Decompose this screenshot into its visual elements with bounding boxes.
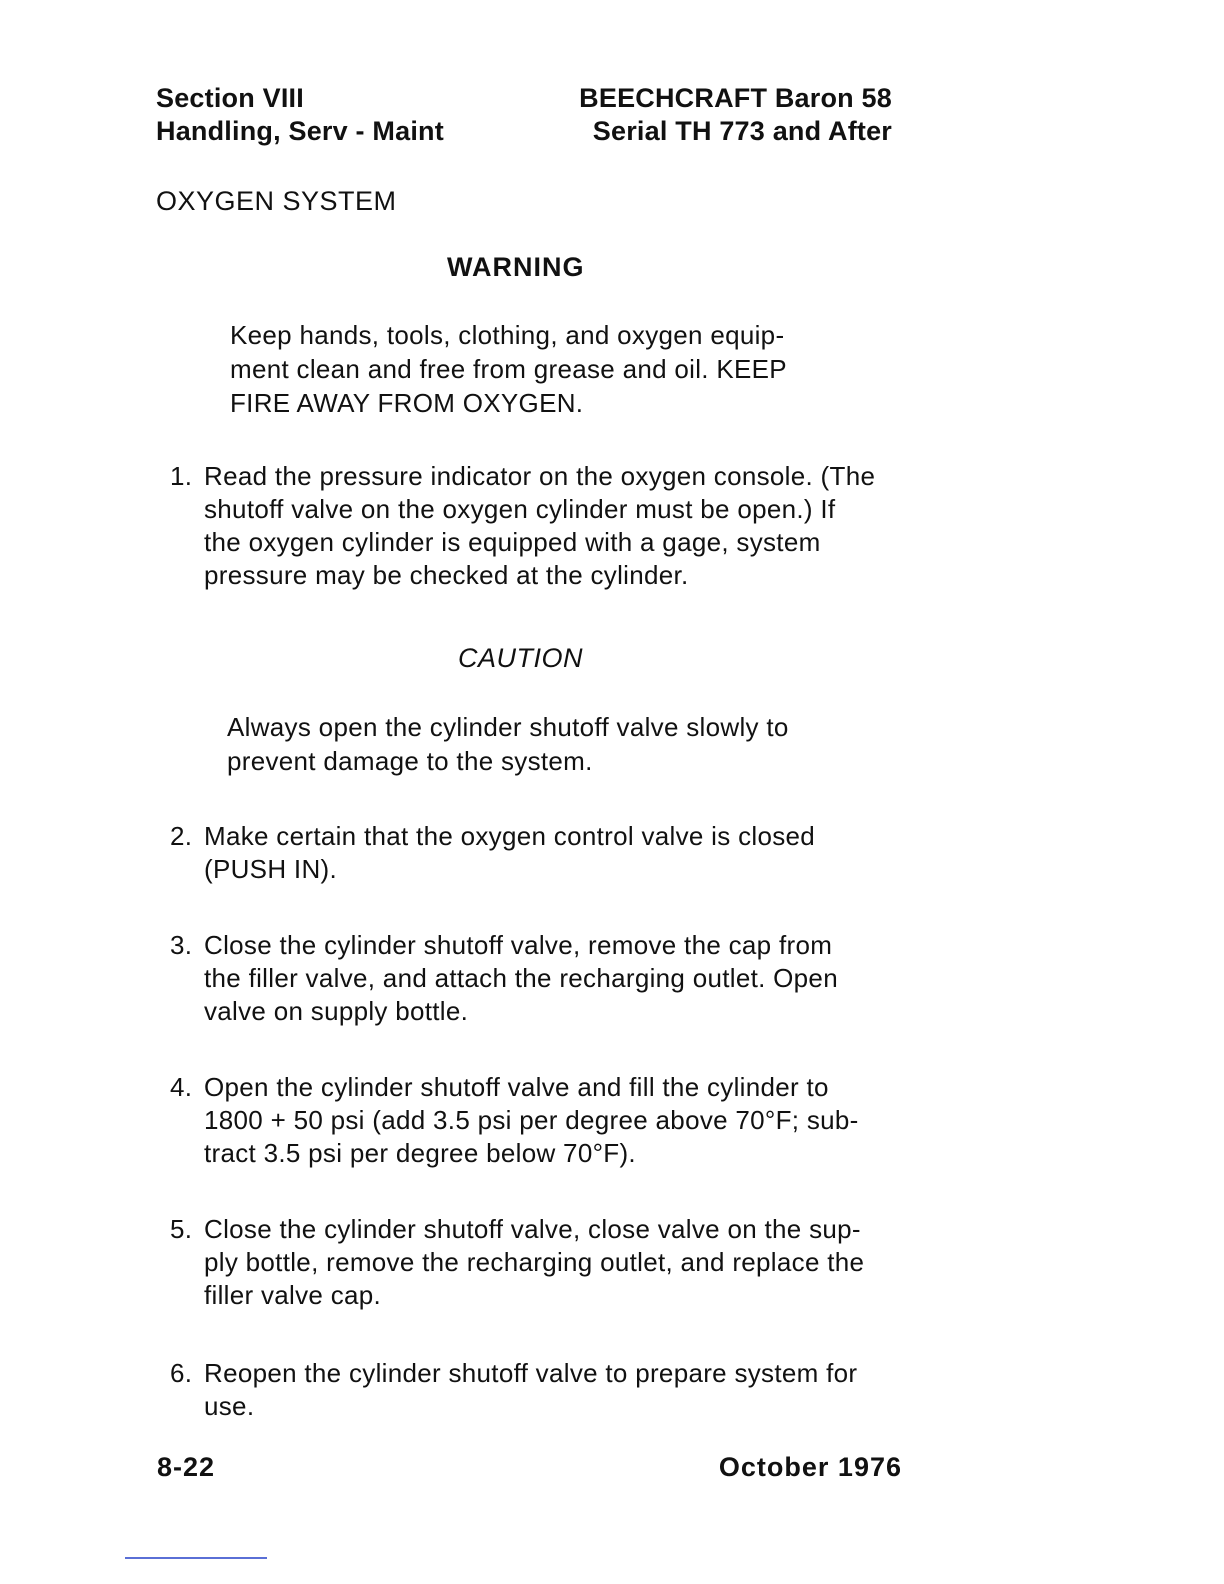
step-line: Close the cylinder shutoff valve, remove the cap from [204, 930, 833, 960]
step-line: the oxygen cylinder is equipped with a gage, system [204, 527, 821, 557]
warning-line: FIRE AWAY FROM OXYGEN. [230, 388, 584, 418]
step-line: tract 3.5 psi per degree below 70°F). [204, 1138, 636, 1168]
revision-date: October 1976 [718, 1452, 902, 1482]
page-number: 8-22 [157, 1452, 216, 1482]
step-line: Make certain that the oxygen control valve is closed [204, 821, 816, 851]
step-number: 1. [170, 461, 193, 491]
step-text [204, 929, 894, 1028]
step-text [204, 1213, 894, 1312]
warning-text [230, 318, 840, 420]
step-line: Reopen the cylinder shutoff valve to prepare system for [204, 1358, 858, 1388]
step-line: pressure may be checked at the cylinder. [204, 560, 689, 590]
caution-line: prevent damage to the system. [227, 746, 593, 776]
header-section-info [156, 82, 556, 148]
warning-line: ment clean and free from grease and oil. KEEP [230, 354, 787, 384]
step-line: (PUSH IN). [204, 854, 337, 884]
bottom-divider [125, 1557, 267, 1559]
step-text [204, 460, 894, 592]
warning-line: Keep hands, tools, clothing, and oxygen equip- [230, 320, 785, 350]
step-number: 6. [170, 1358, 193, 1388]
step-text [204, 1357, 894, 1423]
step-line: ply bottle, remove the recharging outlet, and replace the [204, 1247, 865, 1277]
step-line: filler valve cap. [204, 1280, 382, 1310]
step-number: 4. [170, 1072, 193, 1102]
section-title: OXYGEN SYSTEM [156, 186, 397, 216]
header-serial-range: Serial TH 773 and After [592, 116, 892, 146]
step-number: 3. [170, 930, 193, 960]
step-line: 1800 + 50 psi (add 3.5 psi per degree above 70°F; sub- [204, 1105, 859, 1135]
step-number: 5. [170, 1214, 193, 1244]
warning-heading: WARNING [447, 252, 585, 282]
caution-line: Always open the cylinder shutoff valve slowly to [227, 712, 789, 742]
step-line: the filler valve, and attach the recharging outlet. Open [204, 963, 838, 993]
header-subsection: Handling, Serv - Maint [156, 116, 444, 146]
step-line: use. [204, 1391, 255, 1421]
step-line: shutoff valve on the oxygen cylinder must be open.) If [204, 494, 836, 524]
caution-heading: CAUTION [458, 643, 583, 673]
step-number: 2. [170, 821, 193, 851]
step-text [204, 820, 894, 886]
step-line: Open the cylinder shutoff valve and fill the cylinder to [204, 1072, 829, 1102]
step-line: valve on supply bottle. [204, 996, 469, 1026]
header-aircraft-info [520, 82, 892, 148]
header-aircraft-model: BEECHCRAFT Baron 58 [579, 83, 892, 113]
step-text [204, 1071, 894, 1170]
step-line: Close the cylinder shutoff valve, close valve on the sup- [204, 1214, 861, 1244]
header-section: Section VIII [156, 83, 304, 113]
step-line: Read the pressure indicator on the oxygen console. (The [204, 461, 876, 491]
caution-text [227, 710, 867, 778]
